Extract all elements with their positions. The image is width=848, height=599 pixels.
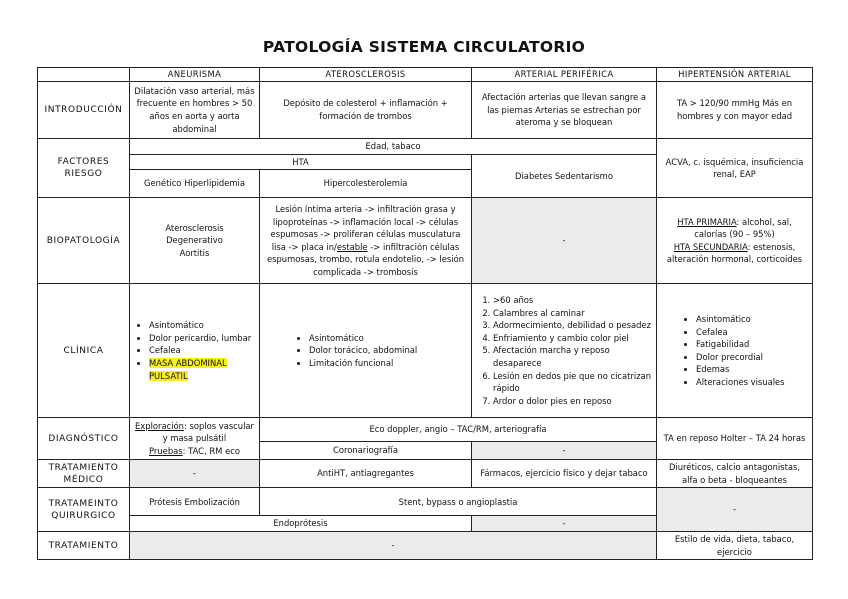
list-item: • Dolor torácico, abdominal [309, 344, 468, 357]
cell-diag-aneurisma: Exploración: soplos vascular y masa pulsátil Pruebas: TAC, RM eco [130, 418, 260, 460]
cell-bio-aneurisma [130, 198, 260, 284]
cell-tq-periferica: - [472, 516, 657, 532]
list-item: • Dolor pericardio, lumbar [149, 332, 256, 345]
clinica-periferica-list [475, 294, 653, 407]
list-item: • Asintomático [309, 332, 468, 345]
cell-bio-aterosclerosis: Lesión íntima arteria -> infiltración grasa y lipoproteínas -> inflamación local -> células espumosas -> proliferan células musculatura lisa -> placa in/estable -> infiltración células espumosas, trombo, rotula endotelio, -> lesión complicada -> trombosis [260, 198, 472, 284]
list-item: 2. Calambres al caminar [493, 307, 653, 320]
cell-tq-hta: - [657, 488, 813, 532]
cell-intro-hta: TA > 120/90 mmHg Más en hombres y con mayor edad [657, 82, 813, 139]
row-tratamiento [38, 531, 813, 559]
row-label-tratamiento-medico: TRATAMIENTO MÉDICO [38, 460, 130, 488]
cell-intro-aneurisma: Dilatación vaso arterial, más frecuente en hombres > 50 años en aorta y aorta abdominal [130, 82, 260, 139]
list-item: 6. Lesión en dedos pie que no cicatrizan rápido [493, 370, 653, 395]
cell-clinica-aterosclerosis [260, 284, 472, 418]
header-aterosclerosis: ATEROSCLEROSIS [260, 68, 472, 82]
clinica-hta-list [660, 313, 809, 389]
list-item: • Asintomático [696, 313, 809, 326]
cell-tm-hta: Diuréticos, calcio antagonistas, alfa o beta - bloqueantes [657, 460, 813, 488]
cell-bio-hta: HTA PRIMARIA: alcohol, sal, calorías (90 – 95%) HTA SECUNDARIA: estenosis, alteración hormonal, corticoides [657, 198, 813, 284]
pathology-table [37, 67, 813, 560]
list-item: 1. >60 años [493, 294, 653, 307]
cell-diag-hta: TA en reposo Holter – TA 24 horas [657, 418, 813, 460]
list-item: 4. Enfriamiento y cambio color piel [493, 332, 653, 345]
bio-aneurisma-item: Degenerativo [166, 235, 223, 246]
cell-tm-aterosclerosis: AntiHT, antiagregantes [260, 460, 472, 488]
row-tratamiento-quirurgico-1 [38, 488, 813, 516]
cell-factores-periferica: Diabetes Sedentarismo [472, 154, 657, 198]
cell-factores-hta-row: HTA [130, 154, 472, 170]
cell-tq-endo: Endoprótesis [130, 516, 472, 532]
cell-diag-periferica: - [472, 442, 657, 460]
header-row [38, 68, 813, 82]
clinica-aneurisma-list [133, 319, 256, 382]
cell-clinica-periferica [472, 284, 657, 418]
list-item: • Cefalea [149, 344, 256, 357]
row-biopatologia [38, 198, 813, 284]
cell-tq-aneurisma: Prótesis Embolización [130, 488, 260, 516]
list-item: 7. Ardor o dolor pies en reposo [493, 395, 653, 408]
row-factores-1 [38, 139, 813, 155]
row-label-introduccion: INTRODUCCIÓN [38, 82, 130, 139]
list-item: 3. Adormecimiento, debilidad o pesadez [493, 319, 653, 332]
list-item: • Limitación funcional [309, 357, 468, 370]
clinica-aterosclerosis-list [263, 332, 468, 370]
row-label-tratamiento: TRATAMIENTO [38, 531, 130, 559]
list-item: • Fatigabilidad [696, 338, 809, 351]
row-label-factores: FACTORES RIESGO [38, 139, 130, 198]
header-aneurisma: ANEURISMA [130, 68, 260, 82]
cell-bio-periferica: - [472, 198, 657, 284]
cell-clinica-hta [657, 284, 813, 418]
bio-aneurisma-item: Aortitis [179, 247, 210, 258]
list-item: • Asintomático [149, 319, 256, 332]
cell-diag-comun: Eco doppler, angio – TAC/RM, arteriografía [260, 418, 657, 442]
list-item: • Dolor precordial [696, 351, 809, 364]
cell-tm-periferica: Fármacos, ejercicio físico y dejar tabaco [472, 460, 657, 488]
cell-tq-comun: Stent, bypass o angioplastia [260, 488, 657, 516]
list-item: • Alteraciones visuales [696, 376, 809, 389]
header-corner [38, 68, 130, 82]
cell-factores-hta: ACVA, c. isquémica, insuficiencia renal, EAP [657, 139, 813, 198]
list-item-highlighted: • MASA ABDOMINAL PULSATIL [149, 357, 256, 382]
list-item: 5. Afectación marcha y reposo desaparece [493, 344, 653, 369]
cell-diag-aterosclerosis: Coronariografía [260, 442, 472, 460]
cell-factores-aterosclerosis: Hipercolesterolemia [260, 170, 472, 198]
page-title: PATOLOGÍA SISTEMA CIRCULATORIO [262, 38, 586, 56]
list-item: • Cefalea [696, 326, 809, 339]
cell-intro-aterosclerosis: Depósito de colesterol + inflamación + formación de trombos [260, 82, 472, 139]
cell-tr-hta: Estilo de vida, dieta, tabaco, ejercicio [657, 531, 813, 559]
cell-factores-aneurisma: Genético Hiperlipidemia [130, 170, 260, 198]
list-item: • Edemas [696, 363, 809, 376]
row-label-biopatologia: BIOPATOLOGÍA [38, 198, 130, 284]
row-diagnostico-1 [38, 418, 813, 442]
cell-tr-comun: - [130, 531, 657, 559]
cell-tm-aneurisma: - [130, 460, 260, 488]
row-introduccion [38, 82, 813, 139]
bio-aneurisma-item: Aterosclerosis [165, 222, 224, 233]
cell-intro-periferica: Afectación arterias que llevan sangre a las piernas Arterias se estrechan por ateroma y se bloquean [472, 82, 657, 139]
header-hta: HIPERTENSIÓN ARTERIAL [657, 68, 813, 82]
row-clinica [38, 284, 813, 418]
header-periferica: ARTERIAL PERIFÉRICA [472, 68, 657, 82]
row-label-diagnostico: DIAGNÓSTICO [38, 418, 130, 460]
row-label-clinica: CLÍNICA [38, 284, 130, 418]
cell-factores-comun: Edad, tabaco [130, 139, 657, 155]
row-label-tratamiento-quirurgico: TRATAMEINTO QUIRURGICO [38, 488, 130, 532]
cell-clinica-aneurisma [130, 284, 260, 418]
row-tratamiento-medico [38, 460, 813, 488]
